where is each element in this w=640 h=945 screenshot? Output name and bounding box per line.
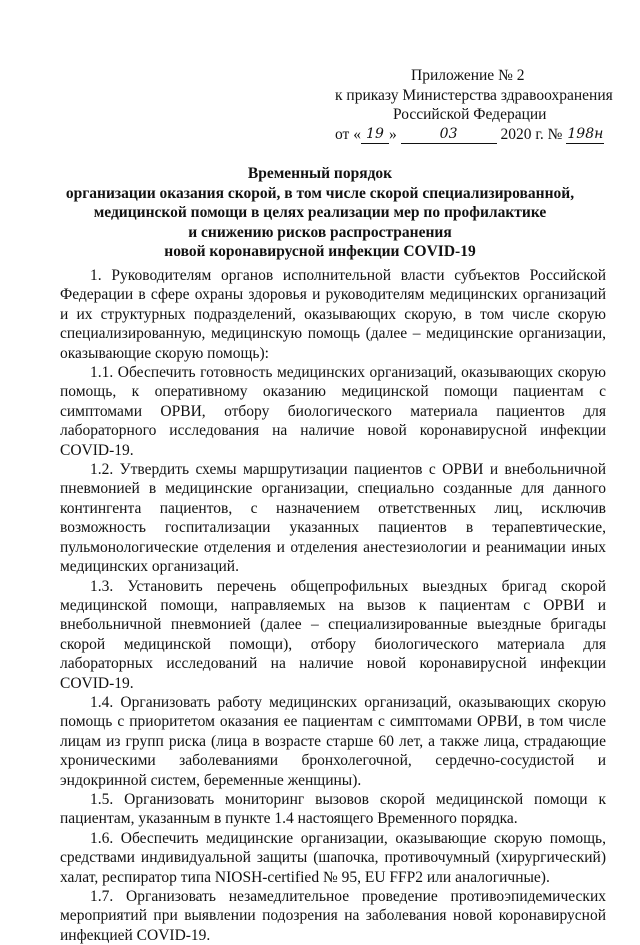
paragraph-1-6: 1.6. Обеспечить медицинские организации, оказывающие скорую помощь, средствами индивидуальной защиты (шапочка, противочумный (хирургический) халат, респиратор типа NIOSH-certified № 95, EU FFP2 или аналогичные). [60, 829, 606, 886]
title-line-3: медицинской помощи в целях реализации мер по профилактике [93, 204, 547, 222]
title-line-2: организации оказания скорой, в том числе скорой специализированной, [65, 184, 575, 202]
date-mid: » [388, 125, 397, 143]
paragraph-1-4: 1.4. Организовать работу медицинских организаций, оказывающих скорую помощь с приоритетом оказания ее пациентам с симптомами ОРВИ, в том числе лицам из групп риска (лица в возрасте старше 60 лет, а также лица, страдающие хроническими заболеваниями бронхолегочной, сердечно-сосудистой и эндокринной систем, беременные женщины). [60, 693, 606, 789]
date-prefix: от « [335, 125, 361, 143]
date-day: 19 [361, 125, 389, 144]
appendix-date-line [335, 125, 615, 145]
date-year: 2020 г. № [500, 125, 563, 143]
appendix-order-line: к приказу Министерства здравоохранения [335, 86, 613, 104]
appendix-header [335, 66, 615, 144]
title-line-1: Временный порядок [247, 165, 393, 182]
paragraph-1-1: 1.1. Обеспечить готовность медицинских организаций, оказывающих скорую помощь, к оперативному оказанию медицинской помощи пациентам с симптомами ОРВИ, отбору биологического материала пациентов для лабораторного исследования на наличие новой коронавирусной инфекции COVID-19. [60, 364, 606, 459]
appendix-number: Приложение № 2 [411, 67, 525, 84]
paragraph-1: 1. Руководителям органов исполнительной власти субъектов Российской Федерации в сфере охраны здоровья и руководителям медицинских организаций и их структурных подразделений, оказывающих скорую, в том числе скорую специализированную, медицинскую помощь (далее – медицинские организации, оказывающие скорую помощь): [60, 267, 606, 362]
appendix-ministry-line: Российской Федерации [393, 106, 547, 123]
order-number: 198н [567, 126, 604, 142]
paragraph-1-5: 1.5. Организовать мониторинг вызовов скорой медицинской помощи к пациентам, указанным в пункте 1.4 настоящего Временного порядка. [60, 790, 606, 828]
title-line-4: и снижению рисков распространения [188, 223, 452, 241]
paragraph-1-2: 1.2. Утвердить схемы маршрутизации пациентов с ОРВИ и внебольничной пневмонией в медицинские организации, специально созданные для данного контингента пациентов, с назначением ответственных лиц, исключив возможность госпитализации указанных пациентов в терапевтические, пульмонологические отделения и отделения анестезиологии и реанимации иных медицинских организаций. [60, 461, 606, 576]
paragraph-1-3: 1.3. Установить перечень общепрофильных выездных бригад скорой медицинской помощи, направляемых на вызов к пациентам с ОРВИ и внебольничной пневмонией (далее – специализированные выездные бригады скорой медицинской помощи), отбору биологического материала для лабораторных исследований на наличие новой коронавирусной инфекции COVID-19. [60, 577, 606, 692]
document-body [60, 266, 606, 945]
title-line-5: новой коронавирусной инфекции COVID-19 [164, 243, 476, 261]
document-title [60, 164, 580, 262]
paragraph-1-7: 1.7. Организовать незамедлительное проведение противоэпидемических мероприятий при выявлении подозрения на заболевания новой коронавирусной инфекцией COVID-19. [60, 888, 606, 944]
date-month: 03 [401, 125, 497, 144]
